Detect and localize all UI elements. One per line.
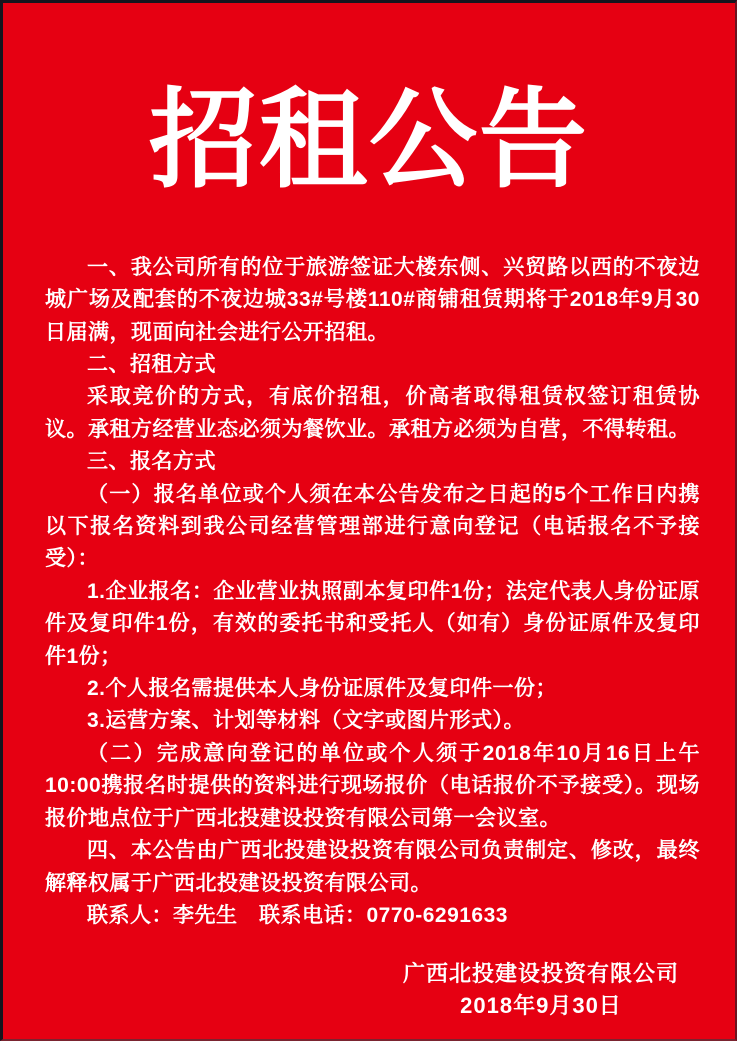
paragraph-contact-info: 联系人：李先生 联系电话：0770-6291633 — [87, 903, 508, 927]
signature-company: 广西北投建设投资有限公司 — [402, 961, 679, 987]
paragraph-section2-bidding-rules: 采取竞价的方式，有底价招租，价高者取得租赁权签订租赁协议。承租方经营业态必须为餐饮业。承租方必须为自营，不得转租。 — [45, 385, 700, 441]
poster-title: 招租公告 — [148, 82, 589, 201]
heading-section2-rental-method: 二、招租方式 — [87, 353, 216, 377]
paragraph-section1-property: 一、我公司所有的位于旅游签证大楼东侧、兴贸路以西的不夜边城广场及配套的不夜边城33#号楼110#商铺租赁期将于2018年9月30日届满，现面向社会进行公开招租。 — [45, 255, 700, 344]
paragraph-onsite-bidding-arrangement: （二）完成意向登记的单位或个人须于2018年10月16日上午10:00携报名时提供的资料进行现场报价（电话报价不予接受）。现场报价地点位于广西北投建设投资有限公司第一会议室。 — [45, 741, 700, 830]
paragraph-registration-requirements: （一）报名单位或个人须在本公告发布之日起的5个工作日内携以下报名资料到我公司经营管理部进行意向登记（电话报名不予接受）： — [45, 482, 700, 571]
paragraph-enterprise-registration-materials: 1.企业报名：企业营业执照副本复印件1份；法定代表人身份证原件及复印件1份，有效的委托书和受托人（如有）身份证原件及复印件1份； — [45, 579, 700, 668]
paragraph-individual-registration-materials: 2.个人报名需提供本人身份证原件及复印件一份； — [87, 677, 558, 701]
paragraph-operation-plan-materials: 3.运营方案、计划等材料（文字或图片形式）。 — [87, 709, 526, 733]
signature-date: 2018年9月30日 — [460, 993, 622, 1019]
paragraph-section4-interpretation-rights: 四、本公告由广西北投建设投资有限公司负责制定、修改，最终解释权属于广西北投建设投资有限公司。 — [45, 839, 700, 895]
heading-section3-registration-method: 三、报名方式 — [87, 450, 216, 474]
announcement-body — [45, 252, 700, 933]
signature-block — [403, 958, 679, 1022]
